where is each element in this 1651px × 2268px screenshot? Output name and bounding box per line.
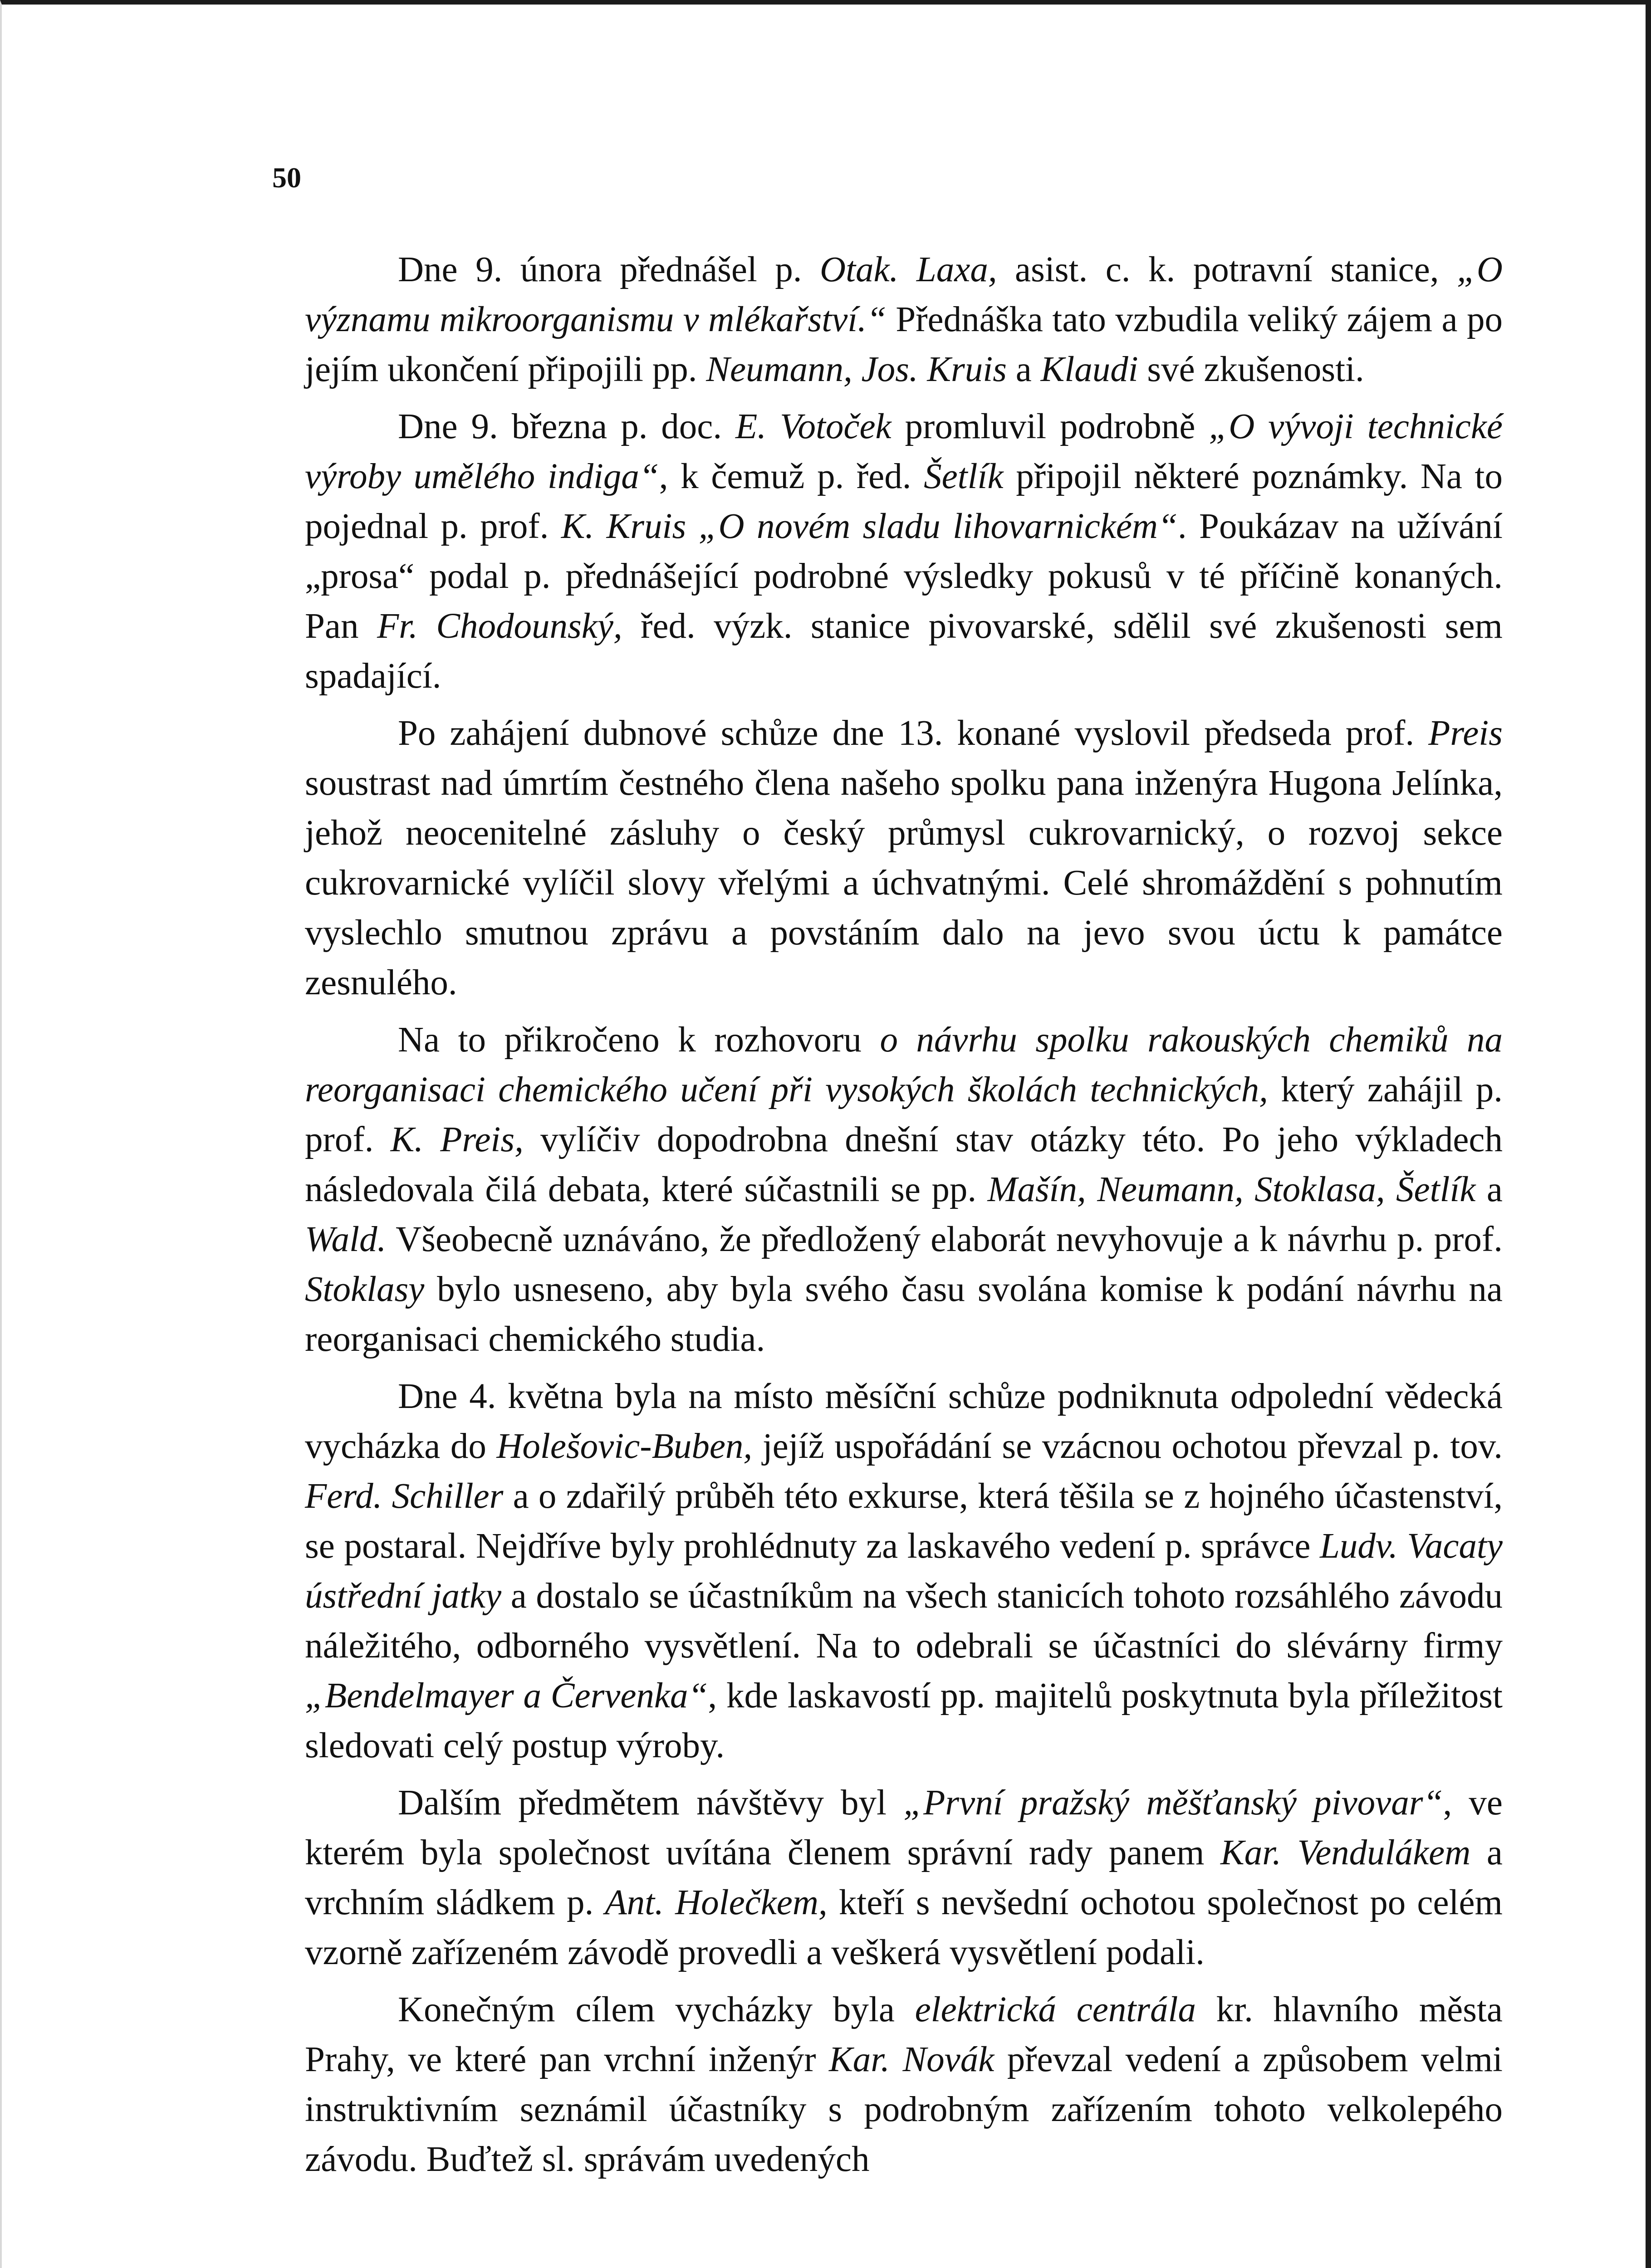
italic-run: o návrhu spolku rakouských chemiků na reorganisaci chemického učení při vysokých školách technických, [305, 1020, 1503, 1110]
document-body [305, 245, 1503, 2192]
italic-run: Fr. Chodounský, [377, 606, 622, 646]
italic-run: Holešovic-Buben, [496, 1427, 753, 1466]
paragraph [305, 1985, 1503, 2185]
italic-run: Šetlík [924, 457, 1004, 496]
text-run: . Poukázav na užívání „prosa“ podal p. přednášející podrobné výsledky pokusů v té příčině konaných. Pan [305, 507, 1503, 646]
text-run: kr. hlavního města Prahy, ve které pan vrchní inženýr [305, 1990, 1503, 2079]
text-run: jejíž uspořádání se vzácnou ochotou převzal p. tov. [752, 1427, 1503, 1466]
text-run: své zkušenosti. [1138, 350, 1364, 389]
text-run: soustrast nad úmrtím čestného člena našeho spolku pana inženýra Hugona Jelínka, jehož neocenitelné zásluhy o český průmysl cukrovarnický, o rozvoj sekce cukrovarnické vylíčil slovy vřelými a úchvatnými. Celé shromáždění s pohnutím vyslechlo smutnou zprávu a povstáním dalo na jevo svou úctu k památce zesnulého. [305, 763, 1503, 1002]
text-run: asist. c. k. potravní stanice, [997, 250, 1457, 289]
text-run: Všeobecně uznáváno, že předložený elaborát nevyhovuje a k návrhu p. prof. [386, 1220, 1503, 1259]
text-run: , k čemuž p. řed. [659, 457, 924, 496]
text-run: a [1007, 350, 1041, 389]
paragraph [305, 245, 1503, 395]
italic-run: Wald. [305, 1220, 387, 1259]
italic-run: Kar. Novák [829, 2040, 995, 2079]
text-run: Dne 9. března p. doc. [398, 407, 736, 446]
italic-run: Mašín, Neumann, Stoklasa, Šetlík [987, 1170, 1476, 1209]
text-run: Dalším předmětem návštěvy byl [398, 1783, 904, 1823]
text-run: Na to přikročeno k rozhovoru [398, 1020, 880, 1060]
italic-run: Kar. Vendulákem [1220, 1833, 1471, 1872]
text-run: vylíčiv dopodrobna dnešní stav otázky této. Po jeho výkladech následovala čilá debata, které súčastnili se pp. [305, 1120, 1503, 1209]
text-run: promluvil podrobně [891, 407, 1209, 446]
italic-run: Ferd. Schiller [305, 1476, 504, 1516]
italic-run: K. Preis, [390, 1120, 524, 1159]
text-run: bylo usneseno, aby byla svého času svolána komise k podání návrhu na reorganisaci chemického studia. [305, 1270, 1503, 1359]
italic-run: Ludv. Vacaty ústřední jatky [305, 1526, 1503, 1616]
text-run: a vrchním sládkem p. [305, 1833, 1503, 1922]
italic-run: Ant. Holečkem, [605, 1883, 828, 1922]
paragraph [305, 402, 1503, 701]
italic-run: Preis [1428, 714, 1503, 753]
italic-run: elektrická centrála [915, 1990, 1196, 2029]
italic-run: Klaudi [1040, 350, 1138, 389]
italic-run: E. Votoček [735, 407, 892, 446]
italic-run: „O významu mikroorganismu v mlékařství.“ [305, 250, 1503, 339]
text-run: a dostalo se účastníkům na všech stanicích tohoto rozsáhlého závodu náležitého, odborného vysvětlení. Na to odebrali se účastníci do slévárny firmy [305, 1576, 1503, 1666]
text-run: řed. výzk. stanice pivovarské, sdělil své zkušenosti sem spadající. [305, 606, 1503, 696]
paragraph [305, 1015, 1503, 1364]
text-run: převzal vedení a způsobem velmi instruktivním seznámil účastníky s podrobným zařízením tohoto velkolepého závodu. Buďtež sl. správám uvedených [305, 2040, 1503, 2179]
italic-run: „První pražský měšťanský pivovar“ [903, 1783, 1443, 1823]
italic-run: Neumann, Jos. Kruis [706, 350, 1007, 389]
italic-run: Stoklasy [305, 1270, 425, 1309]
text-run: , ve kterém byla společnost uvítána členem správní rady panem [305, 1783, 1503, 1872]
text-run: Dne 9. února přednášel p. [398, 250, 820, 289]
paragraph [305, 1778, 1503, 1978]
text-run: kteří s nevšední ochotou společnost po celém vzorně zařízeném závodě provedli a veškerá vysvětlení podali. [305, 1883, 1503, 1972]
paragraph [305, 709, 1503, 1008]
italic-run: Otak. Laxa, [820, 250, 997, 289]
paragraph [305, 1372, 1503, 1771]
page-number: 50 [272, 161, 301, 194]
text-run: Přednáška tato vzbudila veliký zájem a po jejím ukončení připojili pp. [305, 300, 1503, 389]
text-run: který zahájil p. prof. [305, 1070, 1503, 1159]
italic-run: K. Kruis „O novém sladu lihovarnickém“ [561, 507, 1178, 546]
text-run: a [1475, 1170, 1503, 1209]
text-run: Po zahájení dubnové schůze dne 13. konané vyslovil předseda prof. [398, 714, 1429, 753]
text-run: připojil některé poznámky. Na to pojednal p. prof. [305, 457, 1503, 546]
text-run: Dne 4. května byla na místo měsíční schůze podniknuta odpolední vědecká vycházka do [305, 1377, 1503, 1466]
text-run: a o zdařilý průběh této exkurse, která těšila se z hojného účastenství, se postaral. Nejdříve byly prohlédnuty za laskavého vedení p. správce [305, 1476, 1503, 1566]
italic-run: „Bendelmayer a Červenka“ [305, 1676, 708, 1716]
text-run: Konečným cílem vycházky byla [398, 1990, 915, 2029]
italic-run: „O vývoji technické výroby umělého indiga“ [305, 407, 1503, 496]
text-run: , kde laskavostí pp. majitelů poskytnuta byla příležitost sledovati celý postup výroby. [305, 1676, 1503, 1765]
